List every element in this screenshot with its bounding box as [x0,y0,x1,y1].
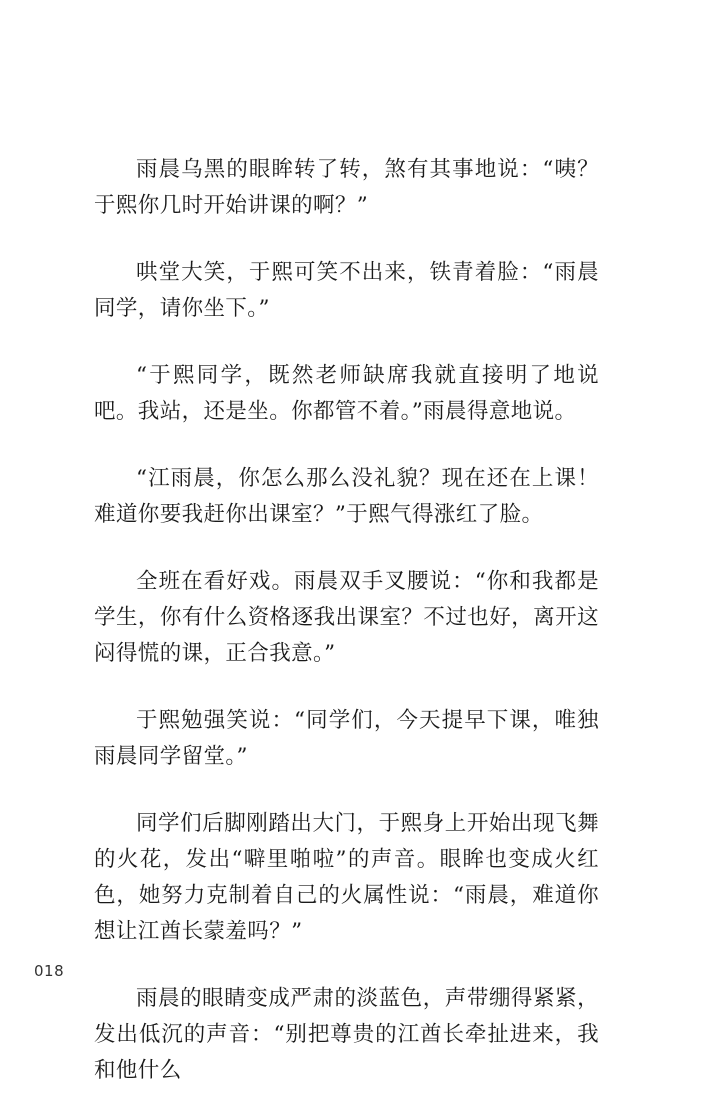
paragraph: “于熙同学，既然老师缺席我就直接明了地说吧。我站，还是坐。你都管不着。”雨晨得意地说。 [94,363,599,424]
paragraph: “江雨晨，你怎么那么没礼貌？现在还在上课！难道你要我赶你出课室？”于熙气得涨红了脸。 [94,466,599,527]
body-text [94,152,599,1120]
paragraph: 于熙勉强笑说：“同学们，今天提早下课，唯独雨晨同学留堂。” [94,708,599,769]
page-number: 018 [34,962,65,980]
paragraph: 同学们后脚刚踏出大门，于熙身上开始出现飞舞的火花，发出“噼里啪啦”的声音。眼眸也变成火红色，她努力克制着自己的火属性说：“雨晨，难道你想让江酋长蒙羞吗？” [94,811,599,944]
paragraph: 哄堂大笑，于熙可笑不出来，铁青着脸：“雨晨同学，请你坐下。” [94,260,599,321]
paragraph: 全班在看好戏。雨晨双手叉腰说：“你和我都是学生，你有什么资格逐我出课室？不过也好，离开这闷得慌的课，正合我意。” [94,569,599,666]
paragraph: 雨晨乌黑的眼眸转了转，煞有其事地说：“咦？于熙你几时开始讲课的啊？” [94,157,599,218]
paragraph: 雨晨的眼睛变成严肃的淡蓝色，声带绷得紧紧，发出低沉的声音：“别把尊贵的江酋长牵扯进来，我和他什么 [94,986,599,1083]
